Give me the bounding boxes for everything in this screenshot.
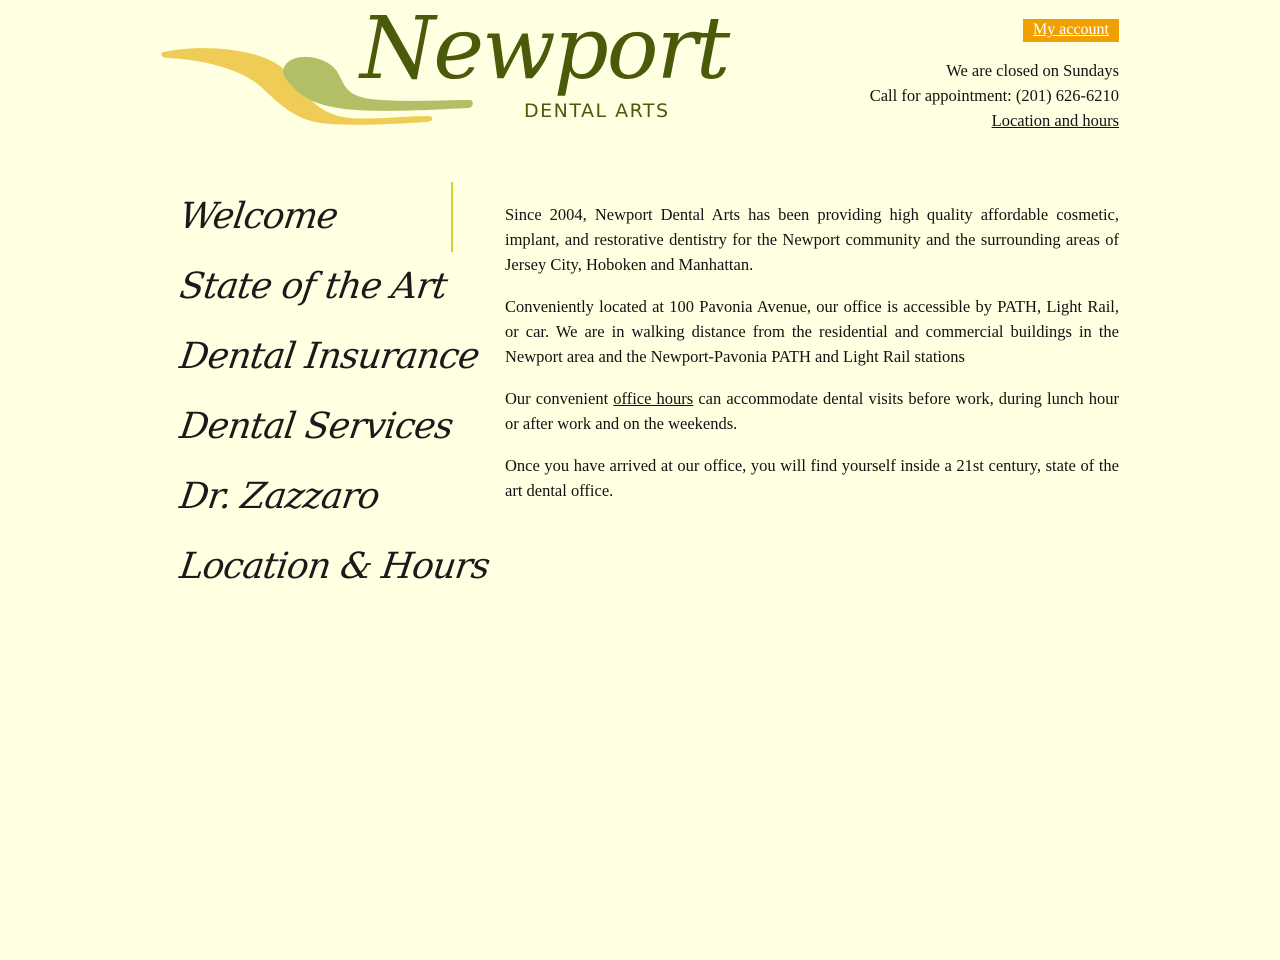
main-nav bbox=[177, 182, 492, 602]
logo-name: Newport bbox=[360, 0, 729, 99]
office-paragraph: Once you have arrived at our office, you will find yourself inside a 21st century, state of the art dental office. bbox=[505, 456, 1119, 500]
hours-text-before: Our convenient bbox=[505, 389, 614, 408]
main-content bbox=[505, 202, 1119, 520]
site-logo[interactable] bbox=[160, 0, 729, 132]
logo-tagline: DENTAL ARTS bbox=[524, 100, 670, 122]
nav-item-welcome[interactable]: Welcome bbox=[177, 196, 341, 237]
nav-item-dr-zazzaro[interactable]: Dr. Zazzaro bbox=[177, 476, 382, 517]
office-hours-link[interactable]: office hours bbox=[613, 389, 694, 408]
nav-item-state-of-the-art[interactable]: State of the Art bbox=[177, 266, 450, 307]
intro-paragraph: Since 2004, Newport Dental Arts has been providing high quality affordable cosmetic, implant, and restorative dentistry for the Newport community and the surrounding areas of Jersey City, Hoboken and Manhattan. bbox=[505, 205, 1119, 274]
my-account-button[interactable]: My account bbox=[1023, 19, 1119, 42]
closed-note: We are closed on Sundays bbox=[946, 61, 1119, 80]
nav-item-location-hours[interactable]: Location & Hours bbox=[177, 546, 492, 587]
active-nav-indicator bbox=[451, 182, 453, 252]
location-hours-link[interactable]: Location and hours bbox=[991, 111, 1119, 130]
location-paragraph: Conveniently located at 100 Pavonia Avenue, our office is accessible by PATH, Light Rail, or car. We are in walking distance from the residential and commercial buildings in the Newport area and the Newport-Pavonia PATH and Light Rail stations bbox=[505, 297, 1119, 366]
nav-item-dental-services[interactable]: Dental Services bbox=[177, 406, 456, 447]
hours-text-after: can accommodate dental visits before work, during lunch hour or after work and on the weekends. bbox=[505, 389, 1119, 433]
appointment-phone: Call for appointment: (201) 626-6210 bbox=[869, 86, 1119, 105]
hours-paragraph bbox=[505, 386, 1119, 436]
contact-info bbox=[870, 58, 1119, 133]
nav-item-dental-insurance[interactable]: Dental Insurance bbox=[177, 336, 482, 377]
